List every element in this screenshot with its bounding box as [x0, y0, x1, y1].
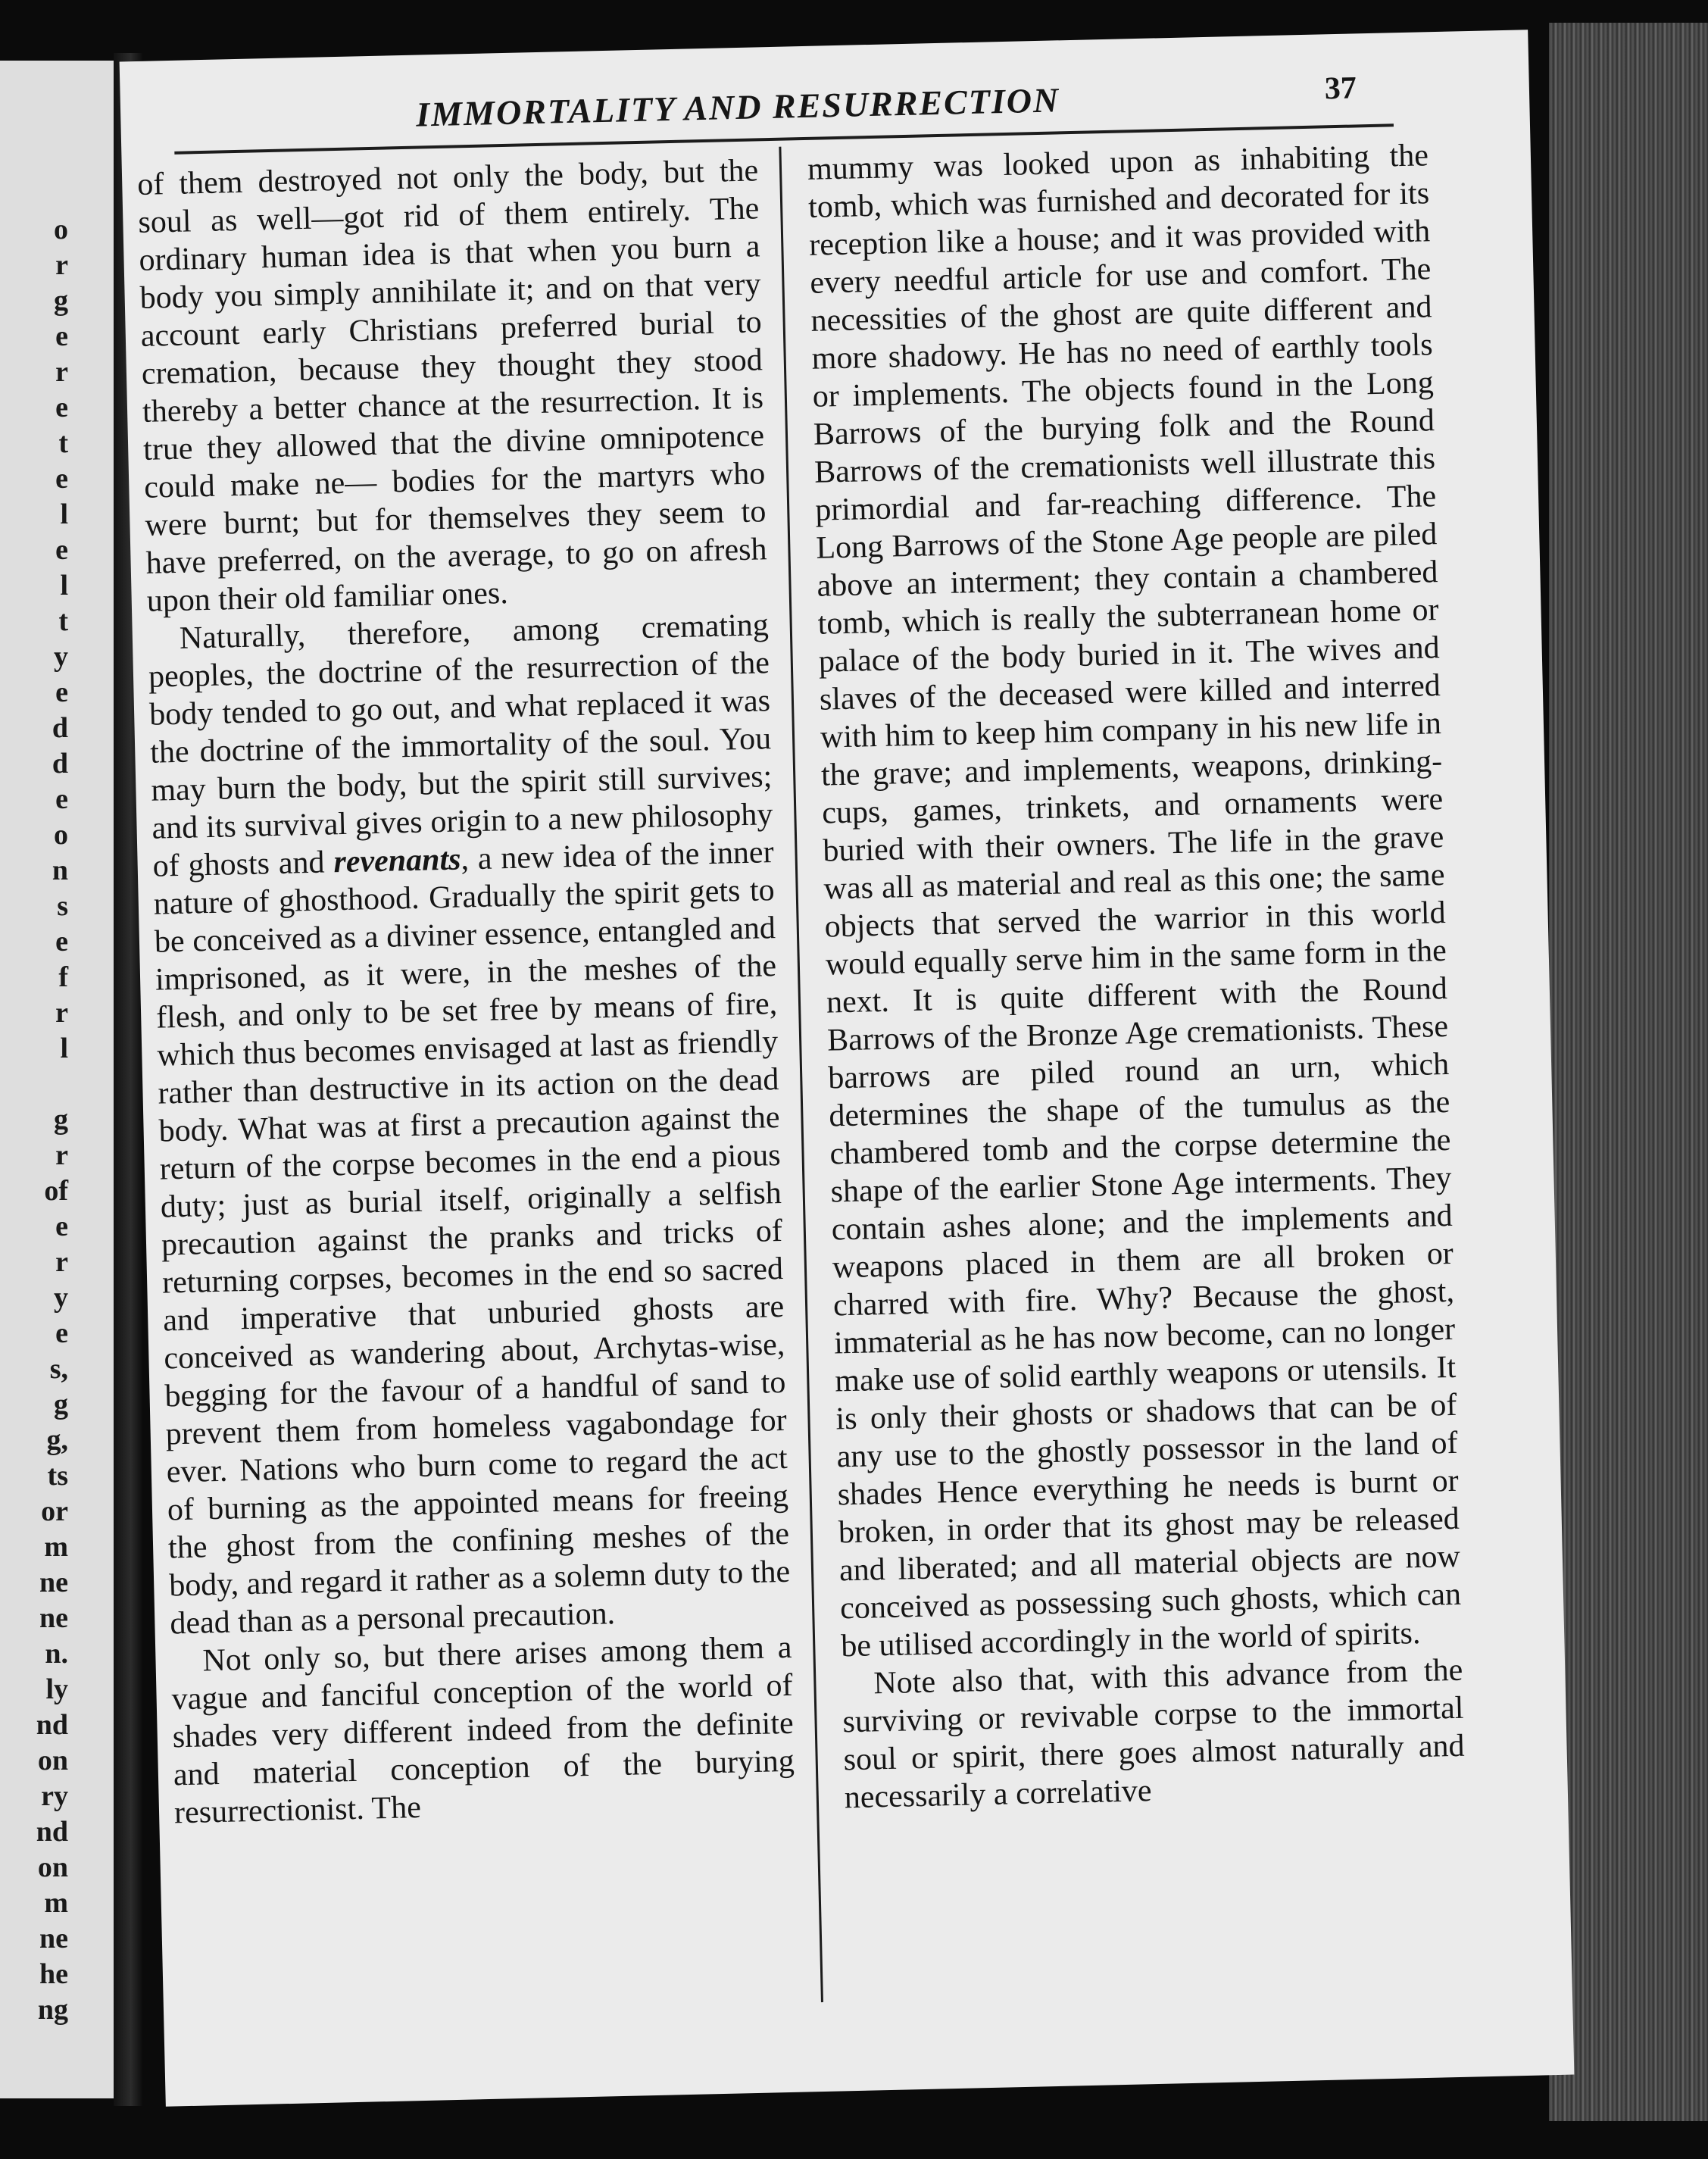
facing-page-fragment: ne [39, 1567, 68, 1598]
facing-page-fragment: g [54, 1104, 68, 1136]
facing-page-fragment: ts [47, 1460, 68, 1492]
facing-page-fragment: on [37, 1745, 68, 1776]
facing-page-fragment: m [44, 1887, 68, 1919]
facing-page-fragment: n [52, 855, 68, 886]
facing-page-fragment: r [55, 1139, 68, 1171]
italic-term: revenants [333, 842, 461, 880]
facing-page-fragment: he [39, 1958, 68, 1990]
facing-page-fragment: r [55, 997, 68, 1029]
facing-page-fragment: ng [37, 1994, 68, 2026]
facing-page-fragment: nd [36, 1816, 68, 1848]
facing-page-fragment: ne [39, 1602, 68, 1634]
facing-page-fragment: e [55, 783, 68, 815]
facing-page-fragment: nd [36, 1709, 68, 1741]
paragraph-text: , a new idea of the inner nature of ghosthood. Gradually the spirit gets to be conceived as a diviner essence, entangled and imprisoned, as it were, in the meshes of the flesh, and only to be set free by means of fire, which thus becomes envisaged at last as friendly rather than destructive in its action on the dead body. What was at first a precaution against the return of the corpse becomes in the end a pious duty; just as burial itself, originally a selfish precaution against the pranks and tricks of returning corpses, becomes in the end so sacred and imperative that unburied ghosts are conceived as wandering about, Archytas-wise, begging for the favour of a handful of sand to prevent them from homeless vagabondage for ever. Nations who burn come to regard the act of burning as the appointed means for freeing the ghost from the confining meshes of the body, and regard it rather as a solemn duty to the dead than as a personal precaution. [153, 835, 791, 1642]
facing-page-edge [0, 61, 118, 2098]
paragraph: Not only so, but there arises among them a vague and fanciful conception of the world of shades very different indeed from the definite and material conception of the burying resurrectionist. The [171, 1629, 795, 1831]
facing-page-fragment: f [58, 961, 68, 993]
facing-page-fragment: d [52, 748, 68, 780]
facing-page-fragment: on [37, 1851, 68, 1883]
book-page [120, 30, 1575, 2107]
facing-page-fragment: o [54, 214, 68, 245]
facing-page-fragment: e [55, 676, 68, 708]
facing-page-fragment: of [44, 1175, 68, 1207]
facing-page-fragment: ry [41, 1780, 68, 1812]
page-edge-stack [1549, 23, 1708, 2121]
facing-page-fragment: t [58, 605, 68, 637]
facing-page-fragment: r [55, 249, 68, 281]
page-number: 37 [1324, 70, 1357, 107]
facing-page-fragment: d [52, 712, 68, 744]
facing-page-fragment [0, 1067, 68, 1102]
paragraph [147, 606, 791, 1642]
facing-page-fragment: or [41, 1495, 68, 1527]
paragraph: of them destroyed not only the body, but the soul as well—got rid of them entirely. The ordinary human idea is that when you burn a body you simply annihilate it; and on that very account early Christians preferred burial to cremation, because they thought they stood thereby a better chance at the resurrection. It is true they allowed that the divine omnipotence could make ne— bodies for the martyrs who were burnt; but for themselves they seem to have preferred, on the average, to go on afresh upon their old familiar ones. [136, 153, 767, 619]
facing-page-fragment: g [54, 1389, 68, 1420]
facing-page-fragment: l [60, 570, 68, 601]
facing-page-fragment: y [54, 641, 68, 673]
paragraph-text: Naturally, therefore, among cremating peoples, the doctrine of the resurrection of the body tended to go out, and what replaced it was the doctrine of the immortality of the soul. You may burn the body, but the spirit still survives; and its survival gives origin to a new philosophy of ghosts and [148, 608, 773, 884]
facing-page-fragment: e [55, 926, 68, 958]
facing-page-fragment: r [55, 356, 68, 388]
facing-page-fragment: e [55, 534, 68, 566]
facing-page-fragment: e [55, 1211, 68, 1242]
facing-page-fragment: n. [45, 1638, 68, 1670]
facing-page-fragment: e [55, 320, 68, 352]
paragraph: mummy was looked upon as inhabiting the tomb, which was furnished and decorated for its reception like a house; and it was provided with every needful article for use and comfort. The necessities of the ghost are quite different and more shadowy. He has no need of earthly tools or implements. The objects found in the Long Barrows of the burying folk and the Round Barrows of the cremationists well illustrate this primordial and far-reaching difference. The Long Barrows of the Stone Age people are piled above an interment; they contain a chambered tomb, which is really the subterranean home or palace of the body buried in it. The wives and slaves of the deceased were killed and interred with him to keep him company in his new life in the grave; and implements, weapons, drinking-cups, games, trinkets, and ornaments were buried with their owners. The life in the grave was all as material and real as this one; the same objects that served the warrior in this world would equally serve him in the same form in the next. It is quite different with the Round Barrows of the Bronze Age cremationists. These barrows are piled round an urn, which determines the shape of the tumulus as the chambered tomb and the corpse determine the shape of the earlier Stone Age interments. They contain ashes alone; and the implements and weapons placed in them are all broken or charred with fire. Why? Because the ghost, immaterial as he has now become, can no longer make use of solid earthly weapons or utensils. It is only their ghosts or shadows that can be of any use to the ghostly possessor in the land of shades Hence everything he needs is burnt or broken, in order that its ghost may be released and liberated; and all material objects are now conceived as possessing such ghosts, which can be utilised accordingly in the world of spirits. [807, 138, 1462, 1664]
facing-page-fragment: o [54, 819, 68, 851]
facing-page-fragment: g, [46, 1424, 68, 1456]
facing-page-text-fragments [0, 212, 68, 2028]
facing-page-fragment: l [60, 498, 68, 530]
facing-page-fragment: ly [45, 1673, 68, 1705]
facing-page-fragment: m [44, 1531, 68, 1563]
right-column [807, 136, 1466, 1817]
left-column [137, 152, 796, 1832]
facing-page-fragment: y [54, 1282, 68, 1314]
facing-page-fragment: e [55, 463, 68, 495]
facing-page-fragment: t [58, 427, 68, 459]
running-head: IMMORTALITY AND RESURRECTION [415, 80, 1060, 134]
facing-page-fragment: s, [49, 1353, 68, 1385]
facing-page-fragment: g [54, 285, 68, 317]
facing-page-fragment: e [55, 392, 68, 423]
facing-page-fragment: ne [39, 1923, 68, 1954]
facing-page-fragment: r [55, 1246, 68, 1278]
facing-page-fragment: s [57, 890, 68, 922]
facing-page-fragment: l [60, 1033, 68, 1064]
facing-page-fragment: e [55, 1317, 68, 1349]
paragraph: Note also that, with this advance from the surviving or revivable corpse to the immortal soul or spirit, there goes almost naturally and necessarily a correlative [842, 1652, 1466, 1816]
